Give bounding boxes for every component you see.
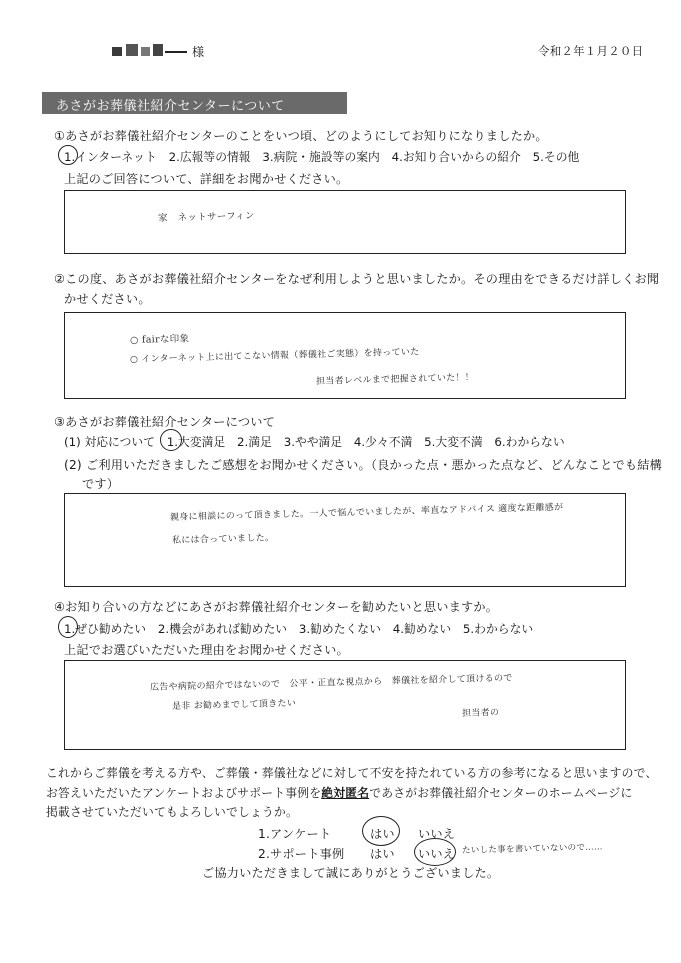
q4-selected-circle [58, 616, 78, 638]
consent-row1-yes-circle [362, 816, 400, 846]
closing-line2-post: であさがお葬儀社紹介センターのホームページに [369, 786, 633, 800]
honorific: 様 [192, 45, 205, 59]
q4-text: ④お知り合いの方などにあさがお葬儀社紹介センターを勧めたいと思いますか。 [54, 600, 499, 614]
document-date: 令和２年１月２０日 [538, 44, 644, 58]
consent-row2-no: いいえ [418, 847, 456, 861]
q3-answer-line1: 親身に相談にのって頂きました。一人で悩んでいましたが、率直なアドバイス 適度な距離感が [169, 502, 564, 523]
q4-answer-line1: 広告や病院の紹介ではないので 公平・正直な視点から 葬儀社を紹介して頂けるので [149, 673, 513, 693]
q3-selected-circle [160, 429, 182, 451]
thanks-message: ご協力いただきまして誠にありがとうございました。 [202, 866, 500, 880]
consent-row1-yes: はい [370, 827, 395, 841]
closing-line1: これからご葬儀を考える方や、ご葬儀・葬儀社などに対して不安を持たれている方の参考になると思いますので、 [46, 766, 658, 780]
q1-selected-circle [58, 145, 78, 165]
section-title: あさがお葬儀社紹介センターについて [56, 99, 285, 114]
q1-options: 1.インターネット 2.広報等の情報 3.病院・施設等の案内 4.お知り合いからの紹介 5.その他 [64, 150, 580, 164]
q4-answer-line2: 是非 お勧めまでして頂きたい [171, 698, 297, 712]
q1-answer: 家 ネットサーフィン [157, 210, 255, 224]
consent-row2-yes: はい [370, 847, 395, 861]
closing-line2-pre: お答えいただいたアンケートおよびサポート事例を [46, 786, 322, 800]
q3-text: ③あさがお葬儀社紹介センターについて [54, 415, 275, 429]
consent-row2-note: たいした事を書いていないので…… [461, 842, 603, 856]
q4-answer-line3: 担当者の [461, 708, 500, 719]
q4-answer-box [64, 660, 626, 750]
consent-row2-label: 2.サポート事例 [258, 847, 345, 861]
closing-line3: 掲載させていただいてもよろしいでしょうか。 [46, 805, 298, 819]
q4-detail-prompt: 上記でお選びいただいた理由をお聞かせください。 [64, 643, 349, 657]
closing-line2-emphasis: 絶対匿名 [321, 786, 370, 800]
q3-sub2-line1: (2) ご利用いただきましたご感想をお聞かせください。（良かった点・悪かった点など、どんなことでも結構 [64, 458, 663, 472]
q2-answer-line2: ○ インターネット上に出てこない情報（葬儀社ご実態）を持っていた [129, 347, 420, 365]
q3-answer-line2: 私には合っていました。 [171, 533, 275, 546]
q3-sub2-line2: です） [82, 477, 120, 491]
q2-text-line2: かせください。 [64, 292, 151, 306]
q4-options: 1.ぜひ勧めたい 2.機会があれば勧めたい 3.勧めたくない 4.勧めない 5.わからない [64, 622, 534, 636]
q3-sub1: (1) 対応について 1.大変満足 2.満足 3.やや満足 4.少々不満 5.大変不満 6.わからない [64, 435, 565, 449]
q2-text-line1: ②この度、あさがお葬儀社紹介センターをなぜ利用しようと思いましたか。その理由をできるだけ詳しくお聞 [54, 272, 660, 286]
closing-line2 [46, 784, 632, 801]
q2-answer-line3: 担当者レベルまで把握されていた！！ [315, 372, 475, 387]
consent-row1-no: いいえ [418, 827, 456, 841]
q1-detail-prompt: 上記のご回答について、詳細をお聞かせください。 [64, 172, 349, 186]
q1-answer-box [64, 190, 626, 254]
q1-text: ①あさがお葬儀社紹介センターのことをいつ頃、どのようにしてお知りになりましたか。 [54, 129, 548, 143]
consent-row1-label: 1.アンケート [258, 827, 332, 841]
section-title-bar [42, 92, 347, 114]
consent-row2-no-circle [414, 838, 456, 866]
q2-answer-line1: ○ fairな印象 [129, 333, 190, 346]
